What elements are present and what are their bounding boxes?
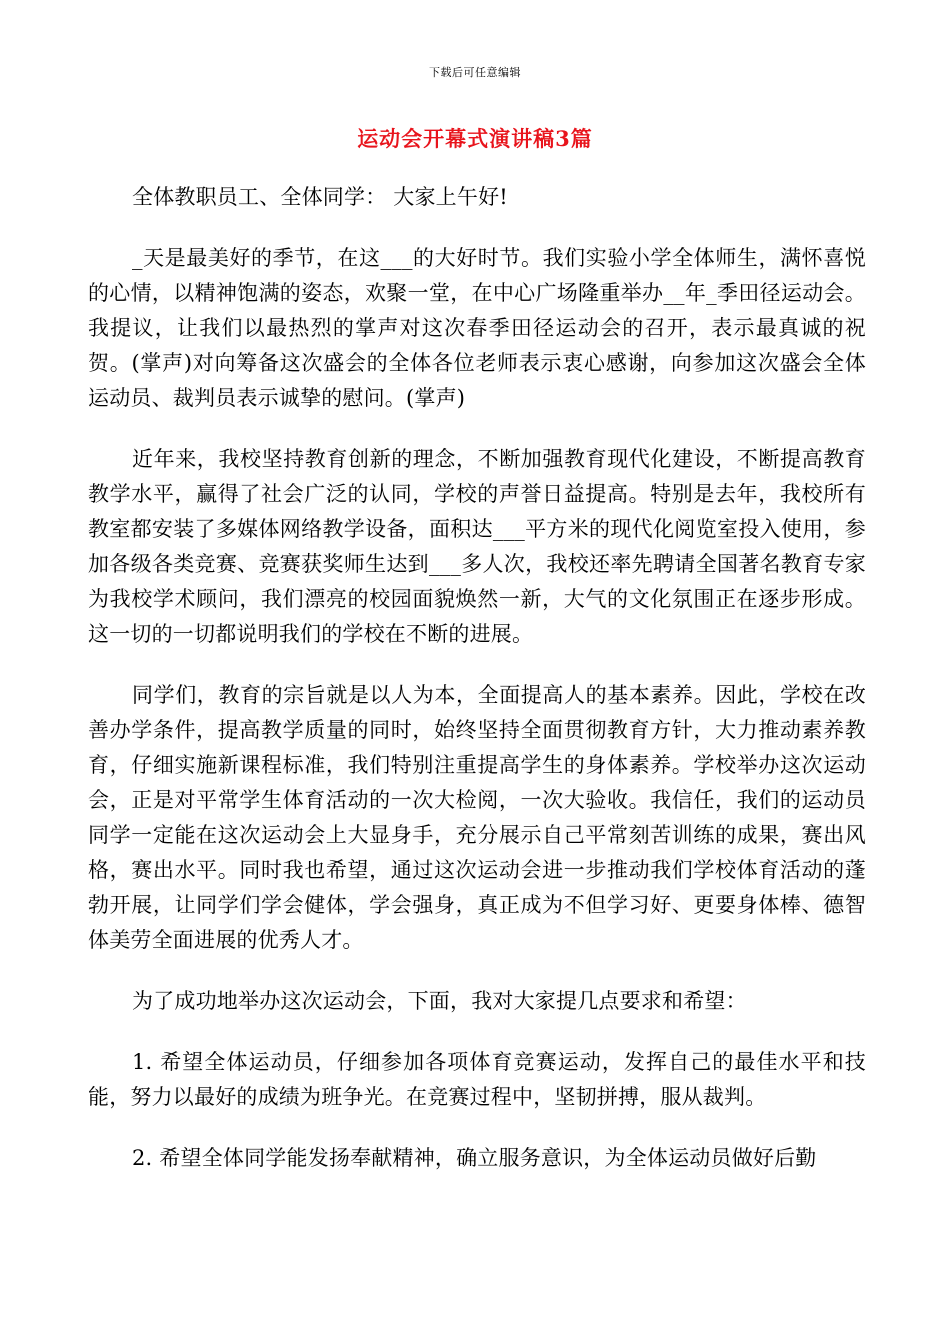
document-body <box>88 180 866 1202</box>
paragraph: 近年来，我校坚持教育创新的理念，不断加强教育现代化建设，不断提高教育教学水平，赢得了社会广泛的认同，学校的声誉日益提高。特别是去年，我校所有教室都安装了多媒体网络教学设备，面积达___平方米的现代化阅览室投入使用，参加各级各类竞赛、竞赛获奖师生达到___多人次，我校还率先聘请全国著名教育专家为我校学术顾问，我们漂亮的校园面貌焕然一新，大气的文化氛围正在逐步形成。这一切的一切都说明我们的学校在不断的进展。 <box>88 447 866 646</box>
paragraph: 2. 希望全体同学能发扬奉献精神，确立服务意识，为全体运动员做好后勤 <box>132 1146 817 1170</box>
paragraph: _天是最美好的季节，在这___的大好时节。我们实验小学全体师生，满怀喜悦的心情，以精神饱满的姿态，欢聚一堂，在中心广场隆重举办__年_季田径运动会。我提议，让我们以最热烈的掌声对这次春季田径运动会的召开，表示最真诚的祝贺。(掌声)对向筹备这次盛会的全体各位老师表示衷心感谢，向参加这次盛会全体运动员、裁判员表示诚挚的慰问。(掌声) <box>88 246 866 410</box>
paragraph: 为了成功地举办这次运动会，下面，我对大家提几点要求和希望： <box>132 989 747 1013</box>
paragraph: 同学们，教育的宗旨就是以人为本，全面提高人的基本素养。因此，学校在改善办学条件，提高教学质量的同时，始终坚持全面贯彻教育方针，大力推动素养教育，仔细实施新课程标准，我们特别注重提高学生的身体素养。学校举办这次运动会，正是对平常学生体育活动的一次大检阅，一次大验收。我信任，我们的运动员同学一定能在这次运动会上大显身手，充分展示自己平常刻苦训练的成果，赛出风格，赛出水平。同时我也希望，通过这次运动会进一步推动我们学校体育活动的蓬勃开展，让同学们学会健体，学会强身，真正成为不但学习好、更要身体棒、德智体美劳全面进展的优秀人才。 <box>88 683 866 952</box>
header-note: 下载后可任意编辑 <box>429 66 521 79</box>
paragraph: 1. 希望全体运动员，仔细参加各项体育竞赛运动，发挥自己的最佳水平和技能，努力以最好的成绩为班争光。在竞赛过程中，坚韧拼搏，服从裁判。 <box>88 1050 866 1109</box>
paragraph: 全体教职员工、全体同学： 大家上午好! <box>132 185 508 209</box>
document-title: 运动会开幕式演讲稿3篇 <box>357 126 593 151</box>
